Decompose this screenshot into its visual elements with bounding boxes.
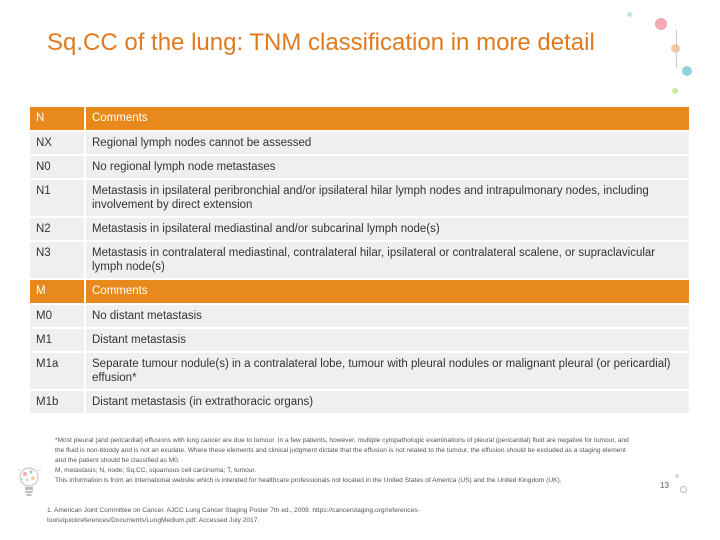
stage-code: N2: [30, 218, 86, 240]
n-header-row: [30, 107, 689, 130]
decorative-line: [676, 30, 677, 68]
decorative-dot: [655, 18, 667, 30]
decorative-dot: [682, 66, 692, 76]
stage-comment: Metastasis in ipsilateral peribronchial and/or ipsilateral hilar lymph nodes and intrapulmonary nodes, including involvement by direct extension: [86, 180, 689, 216]
decorative-dot: [675, 474, 679, 478]
reference: 1. American Joint Committee on Cancer. AJCC Lung Cancer Staging Poster 7th ed., 2009. https://cancerstaging.org/references-tools/quickreferences/Documents/LungMedium.pdf. Accessed July 2017.: [47, 507, 420, 524]
m-header-row: [30, 280, 689, 303]
table-row: [30, 329, 689, 351]
footnote: [55, 436, 635, 486]
table-row: [30, 353, 689, 389]
table-row: [30, 305, 689, 327]
stage-comment: No regional lymph node metastases: [86, 156, 689, 178]
table-row: [30, 156, 689, 178]
footnote-abbreviations: M, metastasis; N, node; Sq.CC, squamous cell carcinoma; T, tumour.: [55, 467, 257, 474]
stage-comment: No distant metastasis: [86, 305, 689, 327]
stage-code: M0: [30, 305, 86, 327]
lightbulb-icon: [14, 463, 44, 503]
column-header-comments: Comments: [86, 107, 689, 130]
table-row: [30, 242, 689, 278]
stage-code: M1a: [30, 353, 86, 389]
page-number: 13: [660, 481, 669, 490]
stage-code: M1b: [30, 391, 86, 413]
stage-code: NX: [30, 132, 86, 154]
decorative-dot: [680, 486, 687, 493]
column-header-code: M: [30, 280, 86, 303]
decorative-dot: [672, 88, 678, 94]
column-header-comments: Comments: [86, 280, 689, 303]
table-row: [30, 180, 689, 216]
stage-comment: Separate tumour nodule(s) in a contralateral lobe, tumour with pleural nodules or malignant pleural (or pericardial) effusion*: [86, 353, 689, 389]
stage-comment: Regional lymph nodes cannot be assessed: [86, 132, 689, 154]
decorative-dot: [627, 12, 632, 17]
table-row: [30, 132, 689, 154]
column-header-code: N: [30, 107, 86, 130]
footnote-disclaimer: This information is from an international website which is intended for healthcare professionals not located in the United States of America (US) and the United Kingdom (UK).: [55, 477, 562, 484]
tnm-table: [30, 105, 689, 415]
footnote-effusion: *Most pleural (and pericardial) effusions with lung cancer are due to tumour. In a few patients, however, multiple cytopathologic examinations of pleural (pericardial) fluid are negative for tumour, and the fluid is non-bloody and is not an exudate. Where these elements and clinical judgment dictate that the effusion is not related to the tumour, the effusion should be excluded as a staging element and the patient should be classified as M0.: [55, 437, 629, 464]
stage-comment: Distant metastasis (in extrathoracic organs): [86, 391, 689, 413]
stage-code: N1: [30, 180, 86, 216]
stage-code: N0: [30, 156, 86, 178]
stage-comment: Distant metastasis: [86, 329, 689, 351]
table-row: [30, 218, 689, 240]
stage-code: N3: [30, 242, 86, 278]
table-row: [30, 391, 689, 413]
stage-comment: Metastasis in ipsilateral mediastinal and/or subcarinal lymph node(s): [86, 218, 689, 240]
page-title: Sq.CC of the lung: TNM classification in more detail: [47, 29, 595, 57]
stage-comment: Metastasis in contralateral mediastinal, contralateral hilar, ipsilateral or contralateral scalene, or supraclavicular lymph node(s): [86, 242, 689, 278]
stage-code: M1: [30, 329, 86, 351]
